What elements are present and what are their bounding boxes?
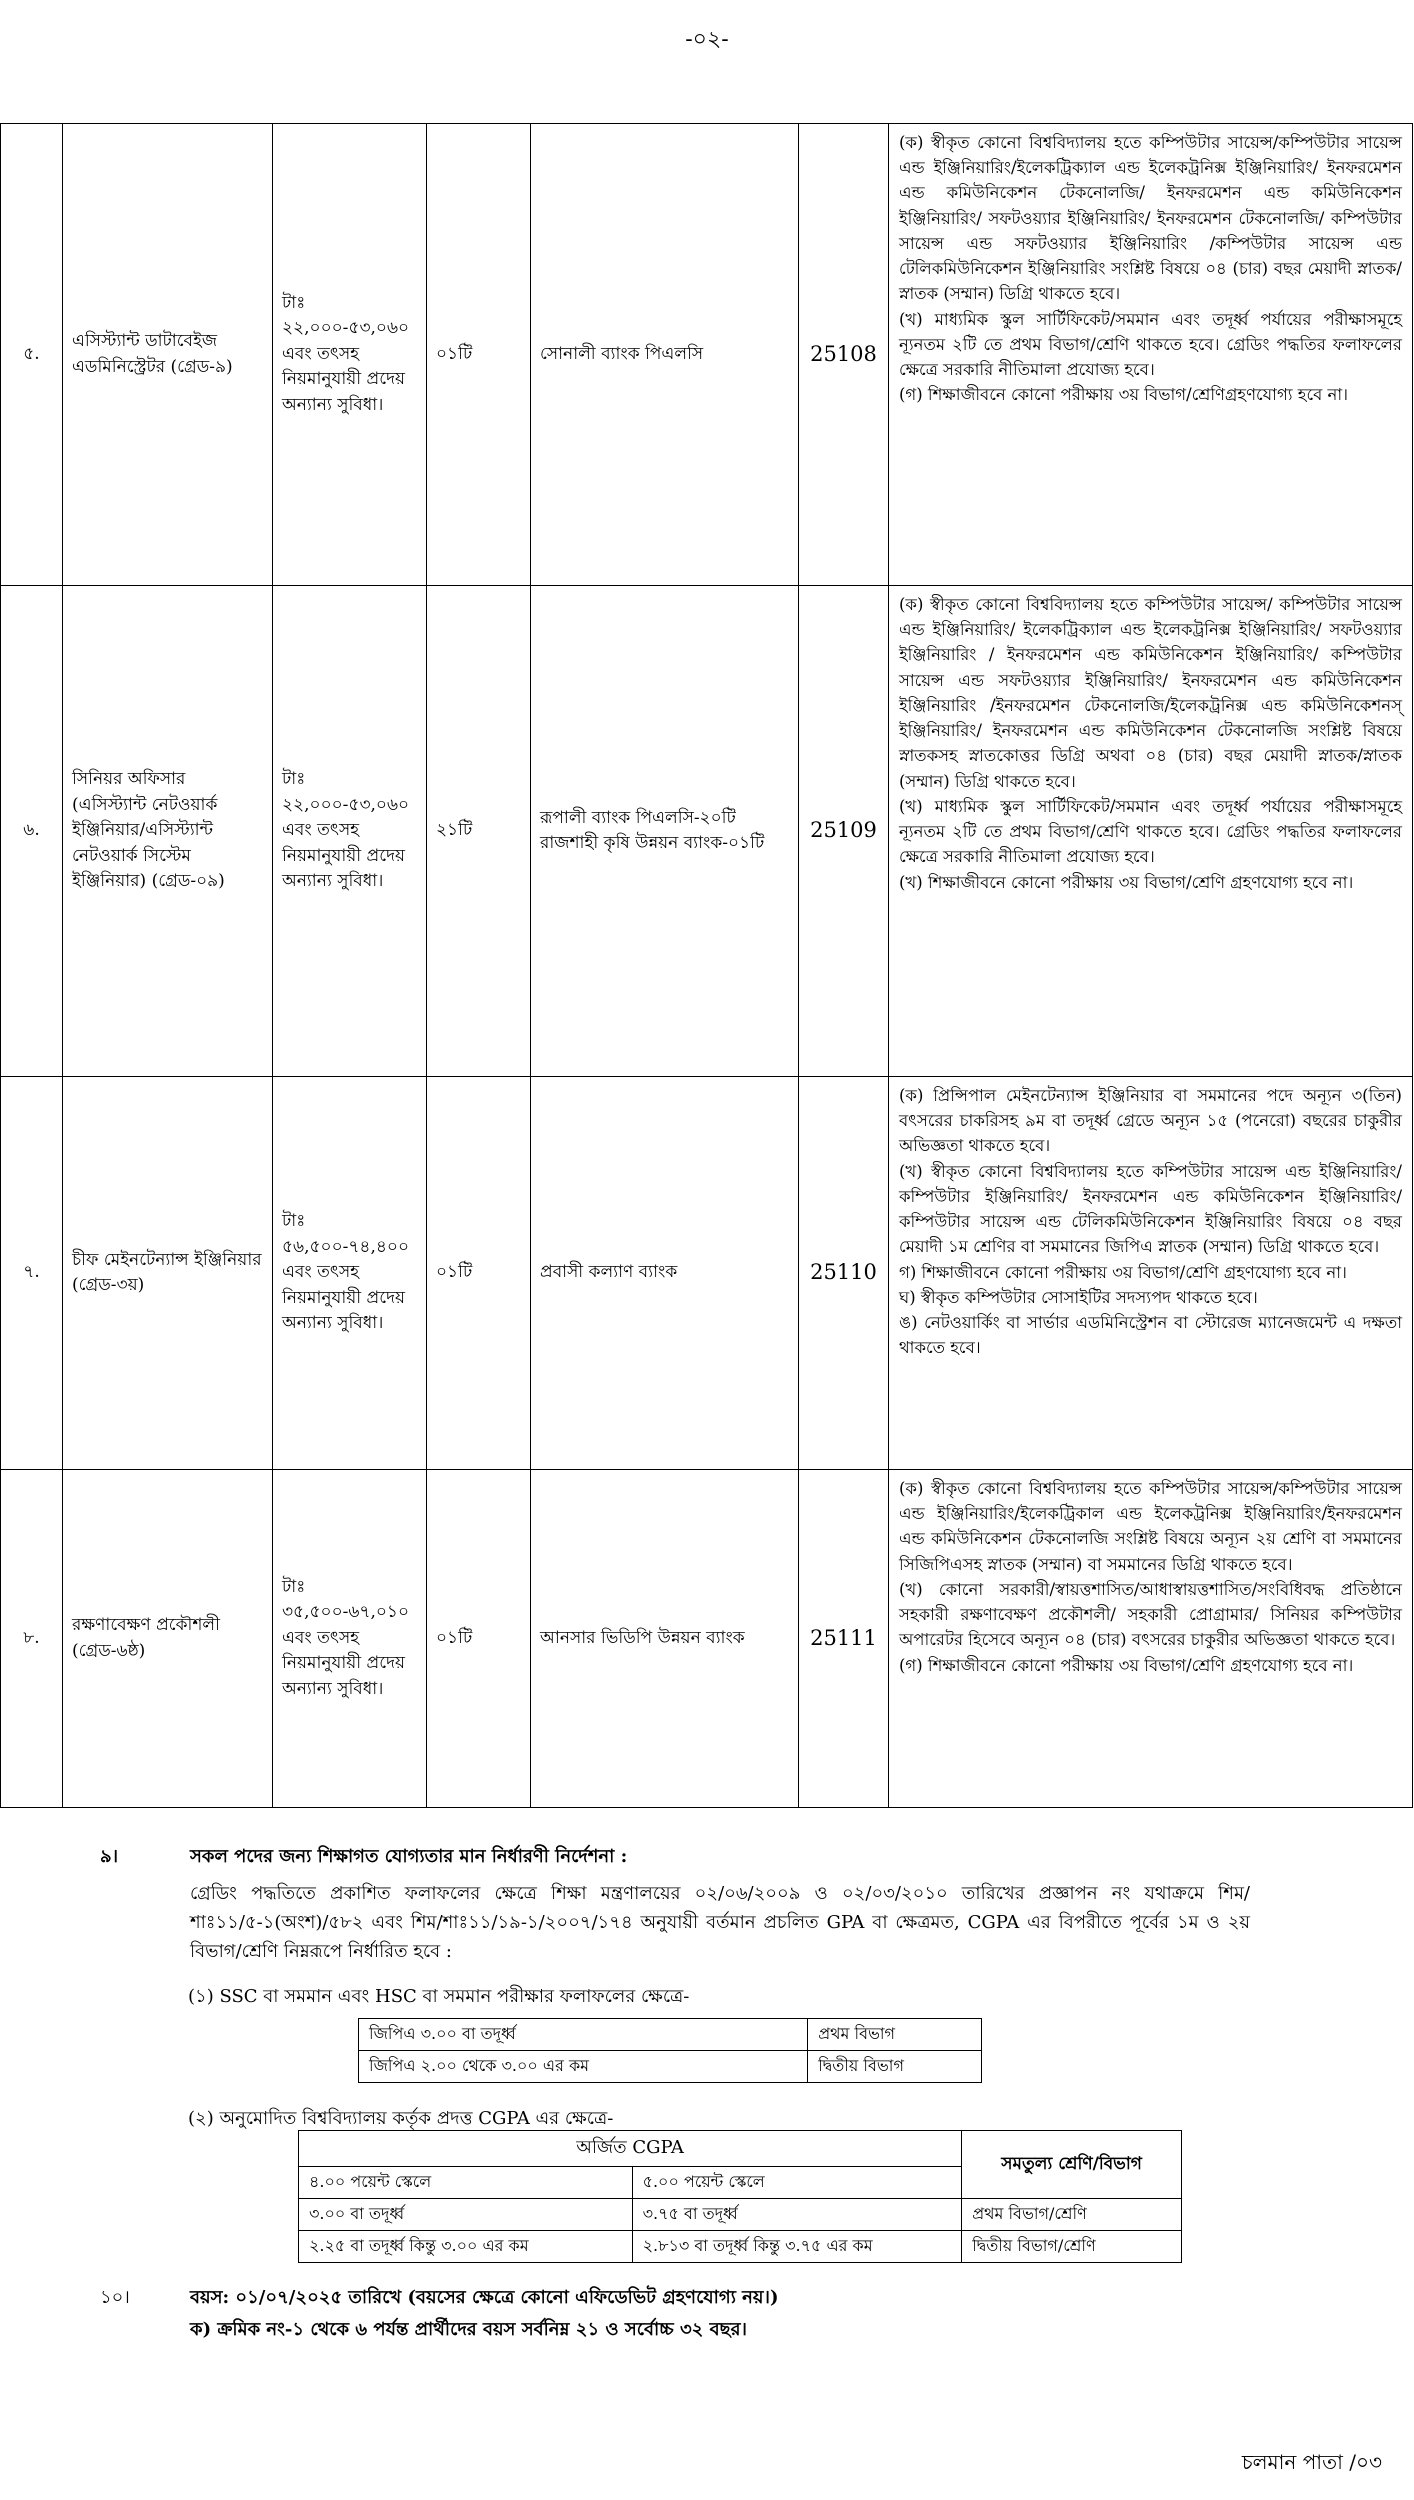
post-name-cell: রক্ষণাবেক্ষণ প্রকৌশলী (গ্রেড-৬ষ্ঠ): [63, 1470, 273, 1808]
requirement-item: (খ) মাধ্যমিক স্কুল সার্টিফিকেট/সমমান এবং তদূর্ধ্ব পর্যায়ের পরীক্ষাসমূহে ন্যূনতম ২টি তে প্রথম বিভাগ/শ্রেণি থাকতে হবে। গ্রেডিং পদ্ধতির ফলাফলের ক্ষেত্রে সরকারি নীতিমালা প্রযোজ্য হবে।: [899, 796, 1402, 867]
cgpa-division-cell: প্রথম বিভাগ/শ্রেণি: [962, 2199, 1182, 2231]
post-code-cell: 25111: [799, 1470, 889, 1808]
section9-number: ৯।: [100, 1846, 119, 1867]
cgpa-5-point-cell: ৩.৭৫ বা তদূর্ধ্ব: [632, 2199, 962, 2231]
requirements-cell: [889, 1077, 1413, 1470]
requirement-item: (খ) কোনো সরকারী/স্বায়ত্তশাসিত/আধাস্বায়ত্তশাসিত/সংবিধিবদ্ধ প্রতিষ্ঠানে সহকারী রক্ষণাবেক্ষণ প্রকৌশলী/ সহকারী প্রোগ্রামার/ সিনিয়র কম্পিউটার অপারেটর হিসেবে অন্যূন ০৪ (চার) বৎসরের চাকুরীর অভিজ্ঞতা থাকতে হবে।: [899, 1579, 1402, 1650]
post-name-cell: চীফ মেইনটেন্যান্স ইঞ্জিনিয়ার (গ্রেড-৩য়): [63, 1077, 273, 1470]
gpa-range-cell: জিপিএ ৩.০০ বা তদূর্ধ্ব: [359, 2019, 808, 2051]
pay-scale-cell: টাঃ ২২,০০০-৫৩,০৬০ এবং তৎসহ নিয়মানুযায়ী প্রদেয় অন্যান্য সুবিধা।: [273, 586, 427, 1077]
vacancy-count-cell: ০১টি: [427, 124, 531, 586]
cgpa-scale-4: ৪.০০ পয়েন্ট স্কেলে: [299, 2167, 633, 2199]
requirement-item: (গ) শিক্ষাজীবনে কোনো পরীক্ষায় ৩য় বিভাগ/শ্রেণিগ্রহণযোগ্য হবে না।: [899, 385, 1349, 405]
table-row: [1, 1077, 1413, 1470]
requirement-item: (ক) স্বীকৃত কোনো বিশ্ববিদ্যালয় হতে কম্পিউটার সায়েন্স/কম্পিউটার সায়েন্স এন্ড ইঞ্জিনিয়ারিং/ইলেকট্রিকাল এন্ড ইলেকট্রনিক্স ইঞ্জিনিয়ারিং/ইনফরমেশন এন্ড কমিউনিকেশন টেকনোলজি সংশ্লিষ্ট বিষয়ে অন্যূন ২য় শ্রেণি বা সমমানের সিজিপিএসহ স্নাতক (সম্মান) বা সমমানের ডিগ্রি থাকতে হবে।: [899, 1479, 1402, 1574]
requirement-item: (ক) স্বীকৃত কোনো বিশ্ববিদ্যালয় হতে কম্পিউটার সায়েন্স/ কম্পিউটার সায়েন্স এন্ড ইঞ্জিনিয়ারিং/ ইলেকট্রিক্যাল এন্ড ইলেকট্রনিক্স ইঞ্জিনিয়ারিং/ সফটওয়্যার ইঞ্জিনিয়ারিং / ইনফরমেশন এন্ড কমিউনিকেশন ইঞ্জিনিয়ারিং/ কম্পিউটার সায়েন্স এন্ড সফটওয়্যার ইঞ্জিনিয়ারিং/ ইনফরমেশন এন্ড কমিউনিকেশন ইঞ্জিনিয়ারিং /ইনফরমেশন টেকনোলজি/ইলেকট্রনিক্স এন্ড কমিউনিকেশনস্ ইঞ্জিনিয়ারিং/ ইনফরমেশন এন্ড কমিউনিকেশন টেকনোলজি সংশ্লিষ্ট বিষয়ে স্নাতকসহ স্নাতকোত্তর ডিগ্রি অথবা ০৪ (চার) বছর মেয়াদী স্নাতক/স্নাতক (সম্মান) ডিগ্রি থাকতে হবে।: [899, 595, 1402, 791]
gpa-table: [358, 2018, 982, 2083]
vacancy-count-cell: ২১টি: [427, 586, 531, 1077]
serial-cell: ৮.: [1, 1470, 63, 1808]
vacancy-count-cell: ০১টি: [427, 1077, 531, 1470]
table-row: [1, 124, 1413, 586]
organization-cell: আনসার ভিডিপি উন্নয়ন ব্যাংক: [531, 1470, 799, 1808]
section10-number: ১০।: [100, 2287, 130, 2308]
cgpa-table: [298, 2130, 1182, 2263]
requirement-item: (ক) প্রিন্সিপাল মেইনটেন্যান্স ইঞ্জিনিয়ার বা সমমানের পদে অন্যূন ৩(তিন) বৎসরের চাকরিসহ ৯ম বা তদূর্ধ্ব গ্রেডে অন্যূন ১৫ (পনেরো) বছরের চাকুরীর অভিজ্ঞতা থাকতে হবে।: [899, 1086, 1402, 1156]
requirement-item: (খ) মাধ্যমিক স্কুল সার্টিফিকেট/সমমান এবং তদূর্ধ্ব পর্যায়ের পরীক্ষাসমূহে ন্যূনতম ২টি তে প্রথম বিভাগ/শ্রেণি থাকতে হবে। গ্রেডিং পদ্ধতির ফলাফলের ক্ষেত্রে সরকারি নীতিমালা প্রযোজ্য হবে।: [899, 309, 1402, 380]
requirement-item: ঘ) স্বীকৃত কম্পিউটার সোসাইটির সদস্যপদ থাকতে হবে।: [899, 1287, 1258, 1307]
requirement-item: ঙ) নেটওয়ার্কিং বা সার্ভার এডমিনিস্ট্রেশন বা স্টোরেজ ম্যানেজমেন্ট এ দক্ষতা থাকতে হবে।: [899, 1313, 1402, 1358]
gpa-division-cell: দ্বিতীয় বিভাগ: [808, 2051, 982, 2083]
pay-scale-cell: টাঃ ৩৫,৫০০-৬৭,০১০ এবং তৎসহ নিয়মানুযায়ী প্রদেয় অন্যান্য সুবিধা।: [273, 1470, 427, 1808]
organization-cell: সোনালী ব্যাংক পিএলসি: [531, 124, 799, 586]
cgpa-header-equivalent: সমতুল্য শ্রেণি/বিভাগ: [962, 2131, 1182, 2199]
section9-body: গ্রেডিং পদ্ধতিতে প্রকাশিত ফলাফলের ক্ষেত্রে শিক্ষা মন্ত্রণালয়ের ০২/০৬/২০০৯ ও ০২/০৩/২০১০ তারিখের প্রজ্ঞাপন নং যথাক্রমে শিম/শাঃ১১/৫-১(অংশ)/৫৮২ এবং শিম/শাঃ১১/১৯-১/২০০৭/১৭৪ অনুযায়ী বর্তমান প্রচলিত GPA বা ক্ষেত্রমত, CGPA এর বিপরীতে পূর্বের ১ম ও ২য় বিভাগ/শ্রেণি নিম্নরূপে নির্ধারিত হবে :: [190, 1883, 1250, 1962]
serial-cell: ৭.: [1, 1077, 63, 1470]
gpa-range-cell: জিপিএ ২.০০ থেকে ৩.০০ এর কম: [359, 2051, 808, 2083]
section9-sub1: (১) SSC বা সমমান এবং HSC বা সমমান পরীক্ষার ফলাফলের ক্ষেত্রে-: [188, 1986, 690, 2007]
requirements-cell: [889, 1470, 1413, 1808]
table-row: [1, 586, 1413, 1077]
section9-title: সকল পদের জন্য শিক্ষাগত যোগ্যতার মান নির্ধারণী নির্দেশনা :: [190, 1846, 628, 1867]
requirement-item: (ক) স্বীকৃত কোনো বিশ্ববিদ্যালয় হতে কম্পিউটার সায়েন্স/কম্পিউটার সায়েন্স এন্ড ইঞ্জিনিয়ারিং/ইলেকট্রিক্যাল এন্ড ইলেকট্রনিক্স ইঞ্জিনিয়ারিং/ ইনফরমেশন এন্ড কমিউনিকেশন টেকনোলজি/ ইনফরমেশন এন্ড কমিউনিকেশন ইঞ্জিনিয়ারিং/ সফটওয়্যার ইঞ্জিনিয়ারিং/ ইনফরমেশন টেকনোলজি/ কম্পিউটার সায়েন্স এন্ড সফটওয়্যার ইঞ্জিনিয়ারিং /কম্পিউটার সায়েন্স এন্ড টেলিকমিউনিকেশন ইঞ্জিনিয়ারিং সংশ্লিষ্ট বিষয়ে ০৪ (চার) বছর মেয়াদী স্নাতক/স্নাতক (সম্মান) ডিগ্রি থাকতে হবে।: [899, 133, 1402, 304]
requirements-cell: [889, 586, 1413, 1077]
page-number: -০২-: [685, 27, 729, 52]
post-code-cell: 25109: [799, 586, 889, 1077]
serial-cell: ৬.: [1, 586, 63, 1077]
section9-sub2: (২) অনুমোদিত বিশ্ববিদ্যালয় কর্তৃক প্রদত্ত CGPA এর ক্ষেত্রে-: [188, 2108, 614, 2129]
section10-age: বয়স: ০১/০৭/২০২৫ তারিখে (বয়সের ক্ষেত্রে কোনো এফিডেভিট গ্রহণযোগ্য নয়।): [190, 2287, 779, 2308]
post-name-cell: সিনিয়র অফিসার (এসিস্ট্যান্ট নেটওয়ার্ক ইঞ্জিনিয়ার/এসিস্ট্যান্ট নেটওয়ার্ক সিস্টেম ইঞ্জিনিয়ার) (গ্রেড-০৯): [63, 586, 273, 1077]
table-row: [1, 1470, 1413, 1808]
cgpa-header: অর্জিত CGPA: [299, 2131, 962, 2167]
pay-scale-cell: টাঃ ৫৬,৫০০-৭৪,৪০০ এবং তৎসহ নিয়মানুযায়ী প্রদেয় অন্যান্য সুবিধা।: [273, 1077, 427, 1470]
requirement-item: (খ) স্বীকৃত কোনো বিশ্ববিদ্যালয় হতে কম্পিউটার সায়েন্স এন্ড ইঞ্জিনিয়ারিং/ কম্পিউটার ইঞ্জিনিয়ারিং/ ইনফরমেশন এন্ড কমিউনিকেশন ইঞ্জিনিয়ারিং/ কম্পিউটার সায়েন্স এন্ড টেলিকমিউনিকেশন ইঞ্জিনিয়ারিং বিষয়ে ০৪ বছর মেয়াদী ১ম শ্রেণির বা সমমানের জিপিএ স্নাতক (সম্মান) ডিগ্রি থাকতে হবে।: [899, 1161, 1402, 1257]
cgpa-row: [299, 2199, 1182, 2231]
cgpa-4-point-cell: ২.২৫ বা তদূর্ধ্ব কিন্তু ৩.০০ এর কম: [299, 2231, 633, 2263]
requirement-item: গ) শিক্ষাজীবনে কোনো পরীক্ষায় ৩য় বিভাগ/শ্রেণি গ্রহণযোগ্য হবে না।: [899, 1262, 1347, 1282]
gpa-division-cell: প্রথম বিভাগ: [808, 2019, 982, 2051]
post-name-cell: এসিস্ট্যান্ট ডাটাবেইজ এডমিনিস্ট্রেটর (গ্রেড-৯): [63, 124, 273, 586]
requirements-cell: [889, 124, 1413, 586]
gpa-row: [359, 2051, 982, 2083]
post-code-cell: 25108: [799, 124, 889, 586]
serial-cell: ৫.: [1, 124, 63, 586]
organization-cell: প্রবাসী কল্যাণ ব্যাংক: [531, 1077, 799, 1470]
cgpa-scale-5: ৫.০০ পয়েন্ট স্কেলে: [632, 2167, 962, 2199]
continued-page-footer: চলমান পাতা /০৩: [1241, 2450, 1382, 2474]
cgpa-division-cell: দ্বিতীয় বিভাগ/শ্রেণি: [962, 2231, 1182, 2263]
section10-age-limit: ক) ক্রমিক নং-১ থেকে ৬ পর্যন্ত প্রার্থীদের বয়স সর্বনিম্ন ২১ ও সর্বোচ্চ ৩২ বছর।: [190, 2319, 747, 2340]
requirement-item: (গ) শিক্ষাজীবনে কোনো পরীক্ষায় ৩য় বিভাগ/শ্রেণি গ্রহণযোগ্য হবে না।: [899, 1655, 1354, 1675]
vacancy-count-cell: ০১টি: [427, 1470, 531, 1808]
requirement-item: (খ) শিক্ষাজীবনে কোনো পরীক্ষায় ৩য় বিভাগ/শ্রেণি গ্রহণযোগ্য হবে না।: [899, 872, 1354, 892]
gpa-row: [359, 2019, 982, 2051]
organization-cell: রূপালী ব্যাংক পিএলসি-২০টি রাজশাহী কৃষি উন্নয়ন ব্যাংক-০১টি: [531, 586, 799, 1077]
cgpa-4-point-cell: ৩.০০ বা তদূর্ধ্ব: [299, 2199, 633, 2231]
pay-scale-cell: টাঃ ২২,০০০-৫৩,০৬০ এবং তৎসহ নিয়মানুযায়ী প্রদেয় অন্যান্য সুবিধা।: [273, 124, 427, 586]
cgpa-5-point-cell: ২.৮১৩ বা তদূর্ধ্ব কিন্তু ৩.৭৫ এর কম: [632, 2231, 962, 2263]
posts-table: [0, 123, 1413, 1808]
cgpa-row: [299, 2231, 1182, 2263]
post-code-cell: 25110: [799, 1077, 889, 1470]
